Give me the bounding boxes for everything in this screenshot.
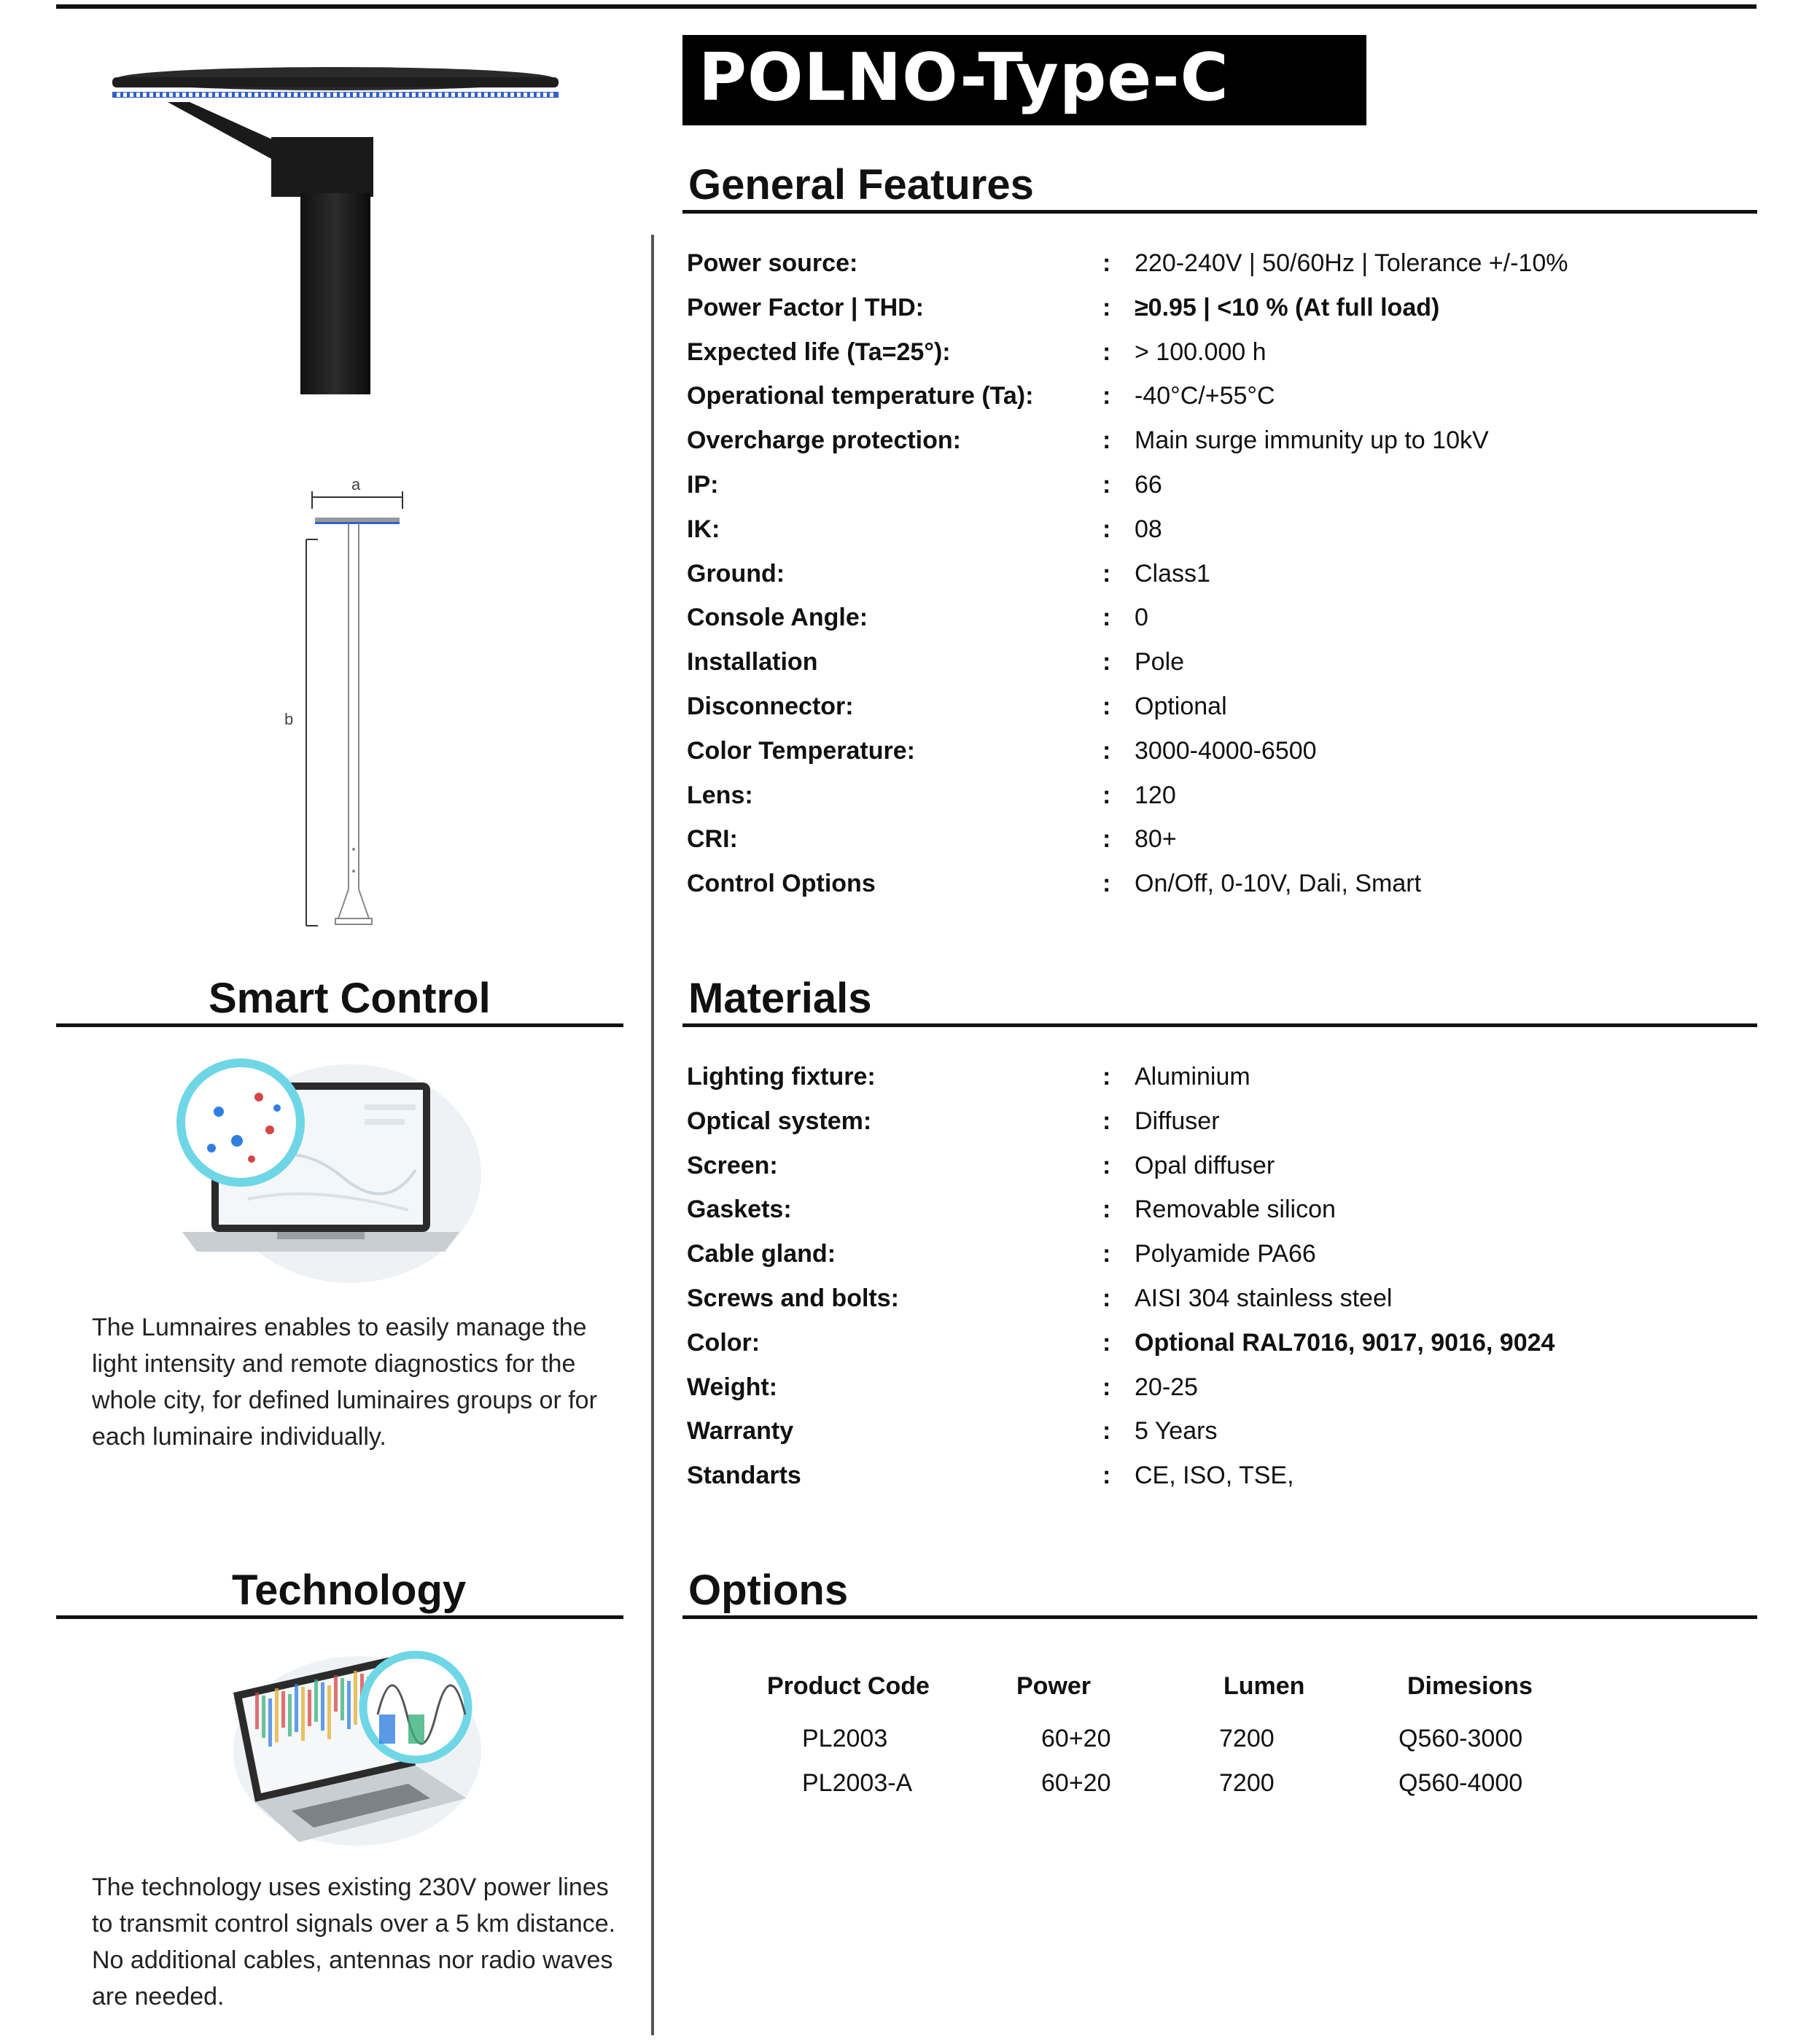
general-feature-separator: : (1102, 648, 1111, 676)
material-key: Gaskets: (687, 1195, 792, 1224)
material-row (687, 1284, 1744, 1328)
general-feature-separator: : (1102, 604, 1111, 632)
material-value: Optional RAL7016, 9017, 9016, 9024 (1135, 1328, 1555, 1357)
general-feature-row (687, 249, 1744, 293)
general-feature-value: 220-240V | 50/60Hz | Tolerance +/-10% (1135, 249, 1568, 277)
general-feature-row (687, 870, 1744, 913)
top-rule (56, 4, 1757, 9)
general-feature-value: On/Off, 0-10V, Dali, Smart (1135, 870, 1422, 898)
luminaire-photo-icon (102, 51, 569, 401)
material-separator: : (1102, 1151, 1111, 1179)
general-feature-key: Power source: (687, 249, 858, 277)
material-key: Screen: (687, 1151, 778, 1179)
general-feature-key: Color Temperature: (687, 736, 915, 765)
general-feature-row (687, 825, 1744, 869)
general-feature-separator: : (1102, 338, 1111, 366)
general-feature-key: Installation (687, 648, 818, 676)
general-feature-value: 120 (1135, 781, 1176, 809)
general-feature-separator: : (1102, 825, 1111, 854)
page-title: POLNO-Type-C (699, 39, 1229, 116)
title-bar (682, 35, 1366, 125)
material-value: AISI 304 stainless steel (1135, 1284, 1393, 1312)
general-feature-key: Console Angle: (687, 604, 868, 632)
material-key: Cable gland: (687, 1240, 836, 1268)
material-value: Removable silicon (1135, 1195, 1336, 1224)
material-row (687, 1063, 1744, 1107)
material-key: Standarts (687, 1462, 801, 1490)
material-value: 20-25 (1135, 1373, 1198, 1401)
general-feature-row (687, 426, 1744, 470)
general-feature-value: 3000-4000-6500 (1135, 736, 1317, 765)
technology-text: The technology uses existing 230V power lines to transmit control signals over a 5 km distance. No additional cables, antennas nor radio waves are needed. (92, 1873, 616, 2010)
technology-heading: Technology (232, 1567, 467, 1614)
general-feature-separator: : (1102, 781, 1111, 809)
material-separator: : (1102, 1240, 1111, 1268)
material-key: Color: (687, 1328, 760, 1357)
general-feature-key: CRI: (687, 825, 738, 854)
general-feature-value: 08 (1135, 515, 1162, 543)
smart-control-rule (56, 1023, 623, 1027)
general-feature-value: 66 (1135, 471, 1162, 499)
dimension-label-a: a (351, 475, 361, 494)
material-separator: : (1102, 1328, 1111, 1357)
material-separator: : (1102, 1284, 1111, 1312)
material-row (687, 1152, 1744, 1195)
material-row (687, 1462, 1744, 1505)
materials-rule (682, 1023, 1757, 1027)
general-feature-row (687, 781, 1744, 825)
material-key: Weight: (687, 1373, 778, 1401)
options-header-cell: Product Code (767, 1672, 930, 1700)
general-feature-value: > 100.000 h (1135, 338, 1267, 366)
material-row (687, 1195, 1744, 1239)
general-feature-separator: : (1102, 249, 1111, 277)
material-separator: : (1102, 1462, 1111, 1490)
general-feature-key: Ground: (687, 559, 785, 588)
material-row (687, 1373, 1744, 1417)
material-row (687, 1240, 1744, 1284)
options-table-cell: Q560-4000 (1398, 1769, 1523, 1797)
material-value: Opal diffuser (1135, 1151, 1275, 1179)
general-feature-separator: : (1102, 426, 1111, 455)
smart-control-heading: Smart Control (209, 975, 491, 1022)
material-row (687, 1329, 1744, 1373)
general-feature-value: 80+ (1135, 825, 1177, 854)
material-value: Aluminium (1135, 1063, 1250, 1091)
general-feature-key: Control Options (687, 870, 876, 898)
material-separator: : (1102, 1063, 1111, 1091)
options-table-cell: 7200 (1219, 1769, 1275, 1797)
general-feature-row (687, 648, 1744, 692)
general-feature-value: ≥0.95 | <10 % (At full load) (1135, 293, 1440, 321)
general-feature-separator: : (1102, 515, 1111, 543)
general-feature-row (687, 604, 1744, 647)
dimension-label-b: b (284, 710, 294, 728)
material-separator: : (1102, 1373, 1111, 1401)
material-separator: : (1102, 1195, 1111, 1224)
general-feature-key: IK: (687, 515, 720, 543)
general-feature-separator: : (1102, 736, 1111, 765)
general-feature-row (687, 515, 1744, 559)
material-separator: : (1102, 1417, 1111, 1446)
general-feature-separator: : (1102, 870, 1111, 898)
general-feature-key: Disconnector: (687, 693, 854, 720)
general-feature-row (687, 338, 1744, 382)
options-table-cell: PL2003-A (802, 1769, 913, 1797)
options-rule (682, 1615, 1757, 1619)
options-header-cell: Dimesions (1407, 1672, 1533, 1700)
technology-rule (56, 1615, 623, 1619)
general-feature-key: Operational temperature (Ta): (687, 382, 1034, 410)
material-row (687, 1417, 1744, 1461)
material-key: Warranty (687, 1417, 794, 1446)
material-value: CE, ISO, TSE, (1135, 1462, 1294, 1490)
material-key: Screws and bolts: (687, 1284, 899, 1312)
general-feature-separator: : (1102, 693, 1111, 720)
material-separator: : (1102, 1107, 1111, 1135)
general-feature-value: Main surge immunity up to 10kV (1135, 426, 1489, 455)
options-heading: Options (688, 1567, 849, 1614)
general-feature-row (687, 560, 1744, 604)
general-features-rule (682, 210, 1757, 214)
general-feature-separator: : (1102, 382, 1111, 410)
general-features-heading: General Features (688, 161, 1034, 208)
laptop-signal-illustration-icon (211, 1642, 489, 1853)
options-table-cell: PL2003 (802, 1725, 888, 1752)
options-table-cell: 7200 (1219, 1725, 1275, 1752)
material-key: Lighting fixture: (687, 1063, 876, 1091)
general-feature-separator: : (1102, 559, 1111, 588)
options-table-cell: 60+20 (1041, 1769, 1111, 1797)
general-feature-key: Lens: (687, 781, 753, 809)
material-row (687, 1107, 1744, 1151)
general-feature-row (687, 471, 1744, 515)
materials-heading: Materials (688, 975, 872, 1022)
material-value: 5 Years (1135, 1417, 1218, 1446)
material-value: Polyamide PA66 (1135, 1240, 1316, 1268)
options-table-cell: Q560-3000 (1398, 1725, 1523, 1752)
dimension-drawing-icon (277, 481, 423, 933)
general-feature-key: IP: (687, 471, 719, 499)
general-feature-value: Optional (1135, 693, 1227, 720)
general-feature-row (687, 382, 1744, 426)
general-feature-row (687, 294, 1744, 338)
material-value: Diffuser (1135, 1107, 1220, 1135)
options-header-cell: Lumen (1223, 1672, 1305, 1700)
general-feature-row (687, 693, 1744, 736)
general-feature-value: -40°C/+55°C (1135, 382, 1275, 410)
general-feature-value: 0 (1135, 604, 1148, 632)
laptop-map-illustration-icon (168, 1053, 481, 1294)
material-key: Optical system: (687, 1107, 872, 1135)
column-divider (651, 235, 654, 2035)
general-feature-value: Pole (1135, 648, 1185, 676)
general-feature-row (687, 737, 1744, 781)
smart-control-text: The Lumnaires enables to easily manage the light intensity and remote diagnostics for the whole city, for defined luminaires groups or for each luminaire individually. (92, 1314, 597, 1451)
options-header-cell: Power (1016, 1672, 1092, 1700)
options-table-cell: 60+20 (1041, 1725, 1111, 1752)
general-feature-key: Power Factor | THD: (687, 293, 924, 321)
general-feature-key: Expected life (Ta=25°): (687, 338, 951, 366)
general-feature-value: Class1 (1135, 559, 1210, 588)
general-feature-separator: : (1102, 471, 1111, 499)
general-feature-separator: : (1102, 293, 1111, 321)
general-feature-key: Overcharge protection: (687, 426, 961, 455)
